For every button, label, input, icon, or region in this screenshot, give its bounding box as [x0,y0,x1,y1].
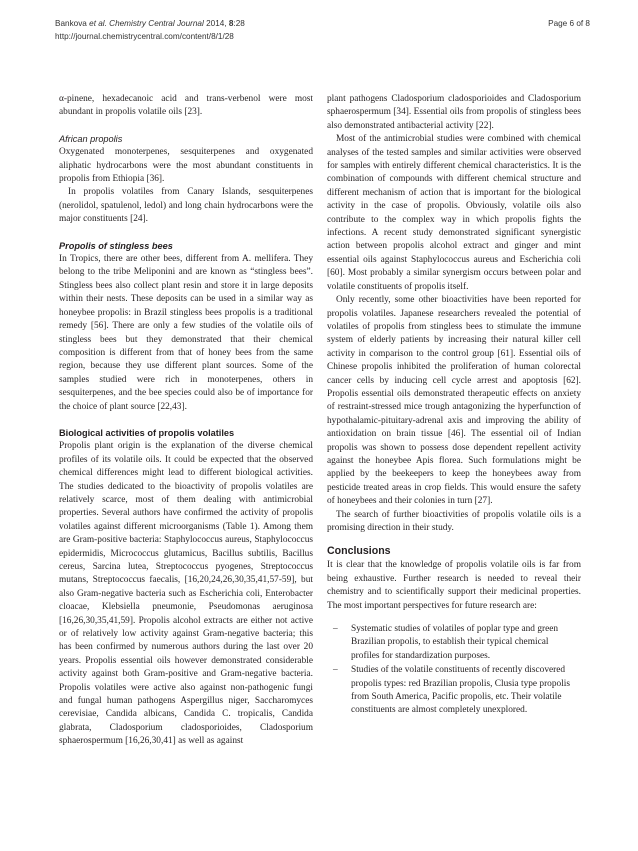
paragraph: Propolis plant origin is the explanation of the diverse chemical profiles of its volatile oils. It could be expected that the observed chemical differences might lead to different biological activities. The studies dedicated to the bioactivity of propolis volatiles are relatively scarce, most of them dealing with antimicrobial properties. Several authors have confirmed the activity of propolis volatiles against different microorganisms (Table 1). Among them are Gram-positive bacteria: Staphylococcus aureus, Staphylococcus epidermidis, Micrococcus glutamicus, Bacillus subtilis, Bacillus cereus, Sarcina lutea, Streptococcus pyogenes, Streptococcus mutans, Streptococcus faecalis, [16,20,24,26,30,35,41,57-59], but also Gram-negative bacteria such as Escherichia coli, Enterobacter cloacae, Klebsiella pneumonie, Pseudomonas aeruginosa [16,26,30,35,41,59]. Propolis alcohol extracts are either not active or of relatively low activity against Gram-negative bacteria; this has been confirmed by numerous authors during the last over 20 years. Propolis essential oils however demonstrated considerable activity against both Gram-positive and Gram-negative bacteria. Propolis volatiles were active also against non-pathogenic fungi and fungal human pathogens Aspergillus niger, Saccharomyces cerevisiae, Candida albicans, Candida C. tropicalis, Candida glabrata, Cladosporium cladosporioides, Cladosporium sphaerospermum [16,26,30,41] as well as against [59,441,313,747]
paragraph: plant pathogens Cladosporium cladosporioides and Cladosporium sphaerospermum [34]. Essential oils from propolis of stingless bees also demonstrated antibacterial activity [22]. [327,94,581,131]
left-column [59,93,313,749]
list-item [327,623,575,663]
dash-bullet: – [333,624,338,635]
paragraph: Most of the antimicrobial studies were combined with chemical analyses of the tested samples and similar activities were observed for samples with entirely different chemical characteristics. It is the combination of compounds with different chemical structure and different mechanism of action that is important for the biological activity in the case of propolis. Obviously, volatile oils also contribute to the complex way in which propolis fights the infections. A recent study demonstrated significant synergistic action between propolis alcohol extract and ginger and mint essential oils against Staphylococcus aureus and Escherichia coli [60]. Most probably a similar synergism occurs between polar and volatile constituents of propolis itself. [327,134,581,292]
perspectives-list [327,623,581,718]
paragraph: Only recently, some other bioactivities have been reported for propolis volatiles. Japanese researchers revealed the potential of volatiles of propolis from stingless bees to stimulate the immune system of elderly patients by increasing their natural killer cell activity in comparison to the control group [61]. Essential oils of Chinese propolis inhibited the proliferation of human colorectal cancer cells by inducing cell cycle arrest and apoptosis [62]. Propolis essential oils demonstrated therapeutic effects on anxiety of restraint-stressed mice trough antagonizing the hyperfunction of hypothalamic-pituitary-adrenal axis and improving the ability of antioxidation on brain tissue [46]. The essential oil of Indian propolis was shown to possess dose dependent repellent activity against the honeybee Apis florea. Such formulations might be applied by the beekeepers to keep the honeybees away from pesticide treated areas in crop fields. This would ensure the safety of honeybees and their colonies in turn [27]. [327,295,581,507]
dash-bullet: – [333,665,338,676]
citation-journal: et al. Chemistry Central Journal [89,19,204,28]
paragraph: In propolis volatiles from Canary Islands, sesquiterpenes (nerolidol, spatulenol, ledol) and long chain hydrocarbons were the major constituents [24]. [59,187,313,225]
right-column [327,93,581,719]
citation-page: :28 [233,19,245,28]
paragraph: In Tropics, there are other bees, different from A. mellifera. They belong to the tribe Meliponini and are known as “stingless bees”. Stingless bees also collect plant resin and store it in large deposits within their nests. These deposits can be used in a similar way as honeybee propolis: in Brazil stingless bees propolis is a traditional remedy [56]. There are only a few studies of the volatile oils of stingless bees but they demonstrated that their chemical composition is different from that of honey bees from the same region, because they use different plant sources. Some of the samples studied were rich in monoterpenes, others in sesquiterpenes, and the bee species could also be of importance for the choice of plant source [22,43]. [59,254,313,412]
citation-volume: 8 [228,19,234,28]
subheading-biological-activities: Biological activities of propolis volatiles [59,427,235,438]
list-item-text: Systematic studies of volatiles of poplar type and green Brazilian propolis, to establish their typical chemical profiles for standardization purposes. [351,624,559,661]
paragraph: The search of further bioactivities of propolis volatile oils is a promising direction in their study. [327,509,581,533]
list-item [327,664,575,718]
subheading-african-propolis: African propolis [59,133,123,144]
paragraph: It is clear that the knowledge of propolis volatile oils is far from being exhaustive. Further research is needed to reveal their chemistry and to scientifically support their medicinal properties. The most important perspectives for future research are: [327,560,581,611]
section-heading-conclusions: Conclusions [327,545,391,558]
subheading-stingless-bees: Propolis of stingless bees [59,240,173,251]
citation-year: 2014, [203,19,229,28]
page-header [55,17,590,43]
paragraph: α-pinene, hexadecanoic acid and trans-verbenol were most abundant in propolis volatile oils [23]. [59,94,313,118]
citation [55,17,590,30]
list-item-text: Studies of the volatile constituents of recently discovered propolis types: red Brazilian propolis, Clusia type propolis from South America, Pacific propolis, etc. Their volatile constituents are almost completely unexplored. [351,665,571,716]
citation-authors: Bankova [55,19,90,28]
article-url[interactable]: http://journal.chemistrycentral.com/content/8/1/28 [55,32,234,41]
page-number: Page 6 of 8 [548,19,590,28]
paragraph: Oxygenated monoterpenes, sesquiterpenes and oxygenated aliphatic hydrocarbons were the most abundant constituents in propolis from Ethiopia [36]. [59,147,313,185]
